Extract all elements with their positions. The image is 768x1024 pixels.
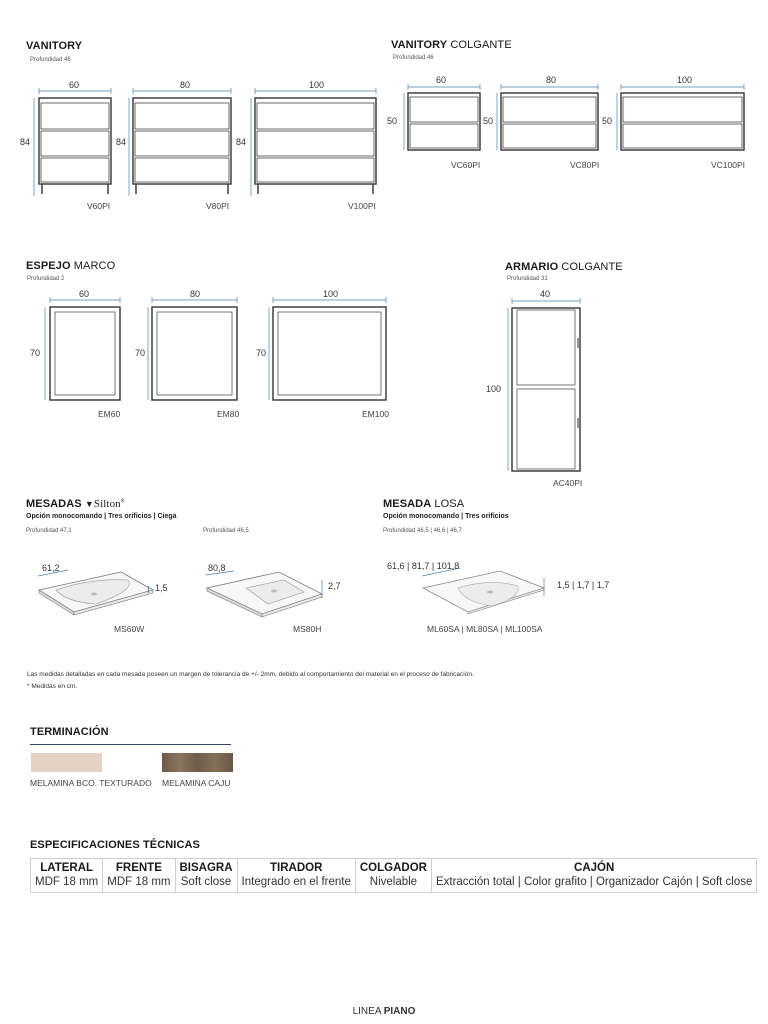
vanitory-80-height: 84 — [116, 137, 127, 147]
spec-header-lateral: LATERAL — [31, 859, 103, 876]
espejo-100-drawing — [265, 297, 390, 403]
vanitory-colgante-100-drawing — [614, 84, 749, 154]
specs-value-row — [31, 875, 757, 893]
mesadas-ms60-depth: Profundidad 47,1 — [26, 528, 72, 534]
vanitory-title: VANITORY — [26, 40, 83, 52]
footer-brand-line — [0, 1006, 768, 1017]
vanitory-100-drawing — [246, 88, 381, 198]
vanitory-colgante-60-height: 50 — [387, 116, 398, 126]
armario-height: 100 — [486, 384, 502, 394]
spec-value-cajon: Extracción total | Color grafito | Organizador Cajón | Soft close — [431, 875, 756, 893]
vanitory-100-code: V100PI — [348, 201, 376, 211]
espejo-60-width: 60 — [79, 289, 90, 299]
vanitory-100-width: 100 — [309, 80, 325, 90]
espejo-100-code: EM100 — [362, 409, 389, 419]
vanitory-60-height: 84 — [20, 137, 31, 147]
espejo-title: ESPEJO MARCO — [26, 260, 116, 272]
espejo-100-height: 70 — [256, 348, 267, 358]
finish-label-caju: MELAMINA CAJU — [162, 778, 231, 788]
tolerance-note: Las medidas detalladas en cada mesada poseen un margen de tolerancia de +/- 2mm, debido al comportamiento del material en el proceso de fabricación. — [27, 671, 474, 678]
spec-header-bisagra: BISAGRA — [175, 859, 237, 876]
ms80h-code: MS80H — [293, 624, 322, 634]
spec-value-colgador: Nivelable — [355, 875, 431, 893]
spec-header-frente: FRENTE — [103, 859, 175, 876]
specs-header-row — [31, 859, 757, 876]
mesada-losa-depth: Profundidad 46,5 | 46,6 | 46,7 — [383, 528, 462, 534]
vanitory-colgante-80-height: 50 — [483, 116, 494, 126]
armario-width: 40 — [540, 289, 551, 299]
vanitory-80-code: V80PI — [206, 201, 230, 211]
spec-value-frente: MDF 18 mm — [103, 875, 175, 893]
terminacion-title: TERMINACIÓN — [30, 726, 109, 738]
armario-depth: Profundidad 31 — [507, 276, 548, 282]
armario-title: ARMARIO COLGANTE — [505, 261, 623, 273]
spec-value-tirador: Integrado en el frente — [237, 875, 355, 893]
vanitory-100-height: 84 — [236, 137, 247, 147]
ms80h-thickness: 2,7 — [328, 581, 341, 591]
espejo-100-width: 100 — [323, 289, 339, 299]
vanitory-colgante-80-drawing — [494, 84, 604, 154]
vanitory-colgante-60-width: 60 — [436, 75, 447, 85]
ms60w-code: MS60W — [114, 624, 145, 634]
espejo-80-height: 70 — [135, 348, 146, 358]
swatch-caju — [162, 753, 233, 772]
silton-mark: ® — [120, 498, 125, 505]
mesada-losa-code: ML60SA | ML80SA | ML100SA — [427, 624, 543, 634]
finish-label-bco-texturado: MELAMINA BCO. TEXTURADO — [30, 778, 152, 788]
mesada-losa-title: MESADA LOSA — [383, 498, 465, 510]
vanitory-colgante-title: VANITORY COLGANTE — [391, 39, 512, 51]
vanitory-60-code: V60PI — [87, 201, 111, 211]
vanitory-80-drawing — [125, 88, 240, 198]
mesada-losa-width: 61,6 | 81,7 | 101,8 — [387, 561, 460, 571]
vanitory-80-width: 80 — [180, 80, 191, 90]
vanitory-colgante-100-height: 50 — [602, 116, 613, 126]
especificaciones-title: ESPECIFICACIONES TÉCNICAS — [30, 839, 200, 851]
espejo-80-code: EM80 — [217, 409, 240, 419]
mesada-losa-thickness: 1,5 | 1,7 | 1,7 — [557, 580, 610, 590]
mesada-losa-drawing — [420, 566, 550, 618]
specs-table — [30, 858, 757, 893]
espejo-60-height: 70 — [30, 348, 41, 358]
vanitory-colgante-80-code: VC80PI — [570, 160, 600, 170]
espejo-60-code: EM60 — [98, 409, 121, 419]
spec-value-lateral: MDF 18 mm — [31, 875, 103, 893]
swatch-bco-texturado — [31, 753, 102, 772]
silton-brand: Silton — [93, 498, 121, 510]
spec-header-colgador: COLGADOR — [355, 859, 431, 876]
vanitory-60-width: 60 — [69, 80, 80, 90]
vanitory-colgante-100-code: VC100PI — [711, 160, 746, 170]
vanitory-colgante-depth: Profundidad 46 — [393, 55, 434, 61]
spec-header-cajon: CAJÓN — [431, 859, 756, 876]
mesadas-ms80-depth: Profundidad 46,5 — [203, 528, 249, 534]
spec-header-tirador: TIRADOR — [237, 859, 355, 876]
ms60w-thickness-icon: I — [147, 585, 150, 596]
espejo-60-drawing — [40, 297, 125, 403]
spec-value-bisagra: Soft close — [175, 875, 237, 893]
vanitory-colgante-100-width: 100 — [677, 75, 693, 85]
mesadas-options: Opción monocomando | Tres orificios | Ciega — [26, 513, 177, 520]
terminacion-rule — [30, 744, 231, 745]
mesada-losa-options: Opción monocomando | Tres orificios — [383, 513, 509, 520]
espejo-80-width: 80 — [190, 289, 201, 299]
armario-code: AC40PI — [553, 478, 583, 488]
silton-logo-icon: ▼ — [84, 499, 94, 509]
espejo-depth: Profundidad 2 — [27, 276, 65, 282]
ms60w-width: 61,2 — [42, 563, 60, 573]
armario-40-drawing — [504, 298, 589, 473]
ms60w-drawing — [36, 568, 156, 618]
ms80h-drawing — [204, 570, 326, 620]
vanitory-colgante-80-width: 80 — [546, 75, 557, 85]
vanitory-60-drawing — [30, 88, 120, 198]
vanitory-colgante-60-drawing — [400, 84, 485, 154]
units-note: * Medidas en cm. — [27, 683, 78, 690]
espejo-80-drawing — [145, 297, 243, 403]
ms80h-width: 80,8 — [208, 563, 226, 573]
vanitory-depth: Profundidad 46 — [30, 57, 71, 63]
footer-line-name: PIANO — [383, 1006, 416, 1017]
ms60w-thickness: 1,5 — [155, 583, 168, 593]
mesadas-title: MESADAS ▼Silton® — [26, 498, 125, 510]
vanitory-colgante-60-code: VC60PI — [451, 160, 481, 170]
footer-line-label: LINEA — [352, 1006, 381, 1017]
